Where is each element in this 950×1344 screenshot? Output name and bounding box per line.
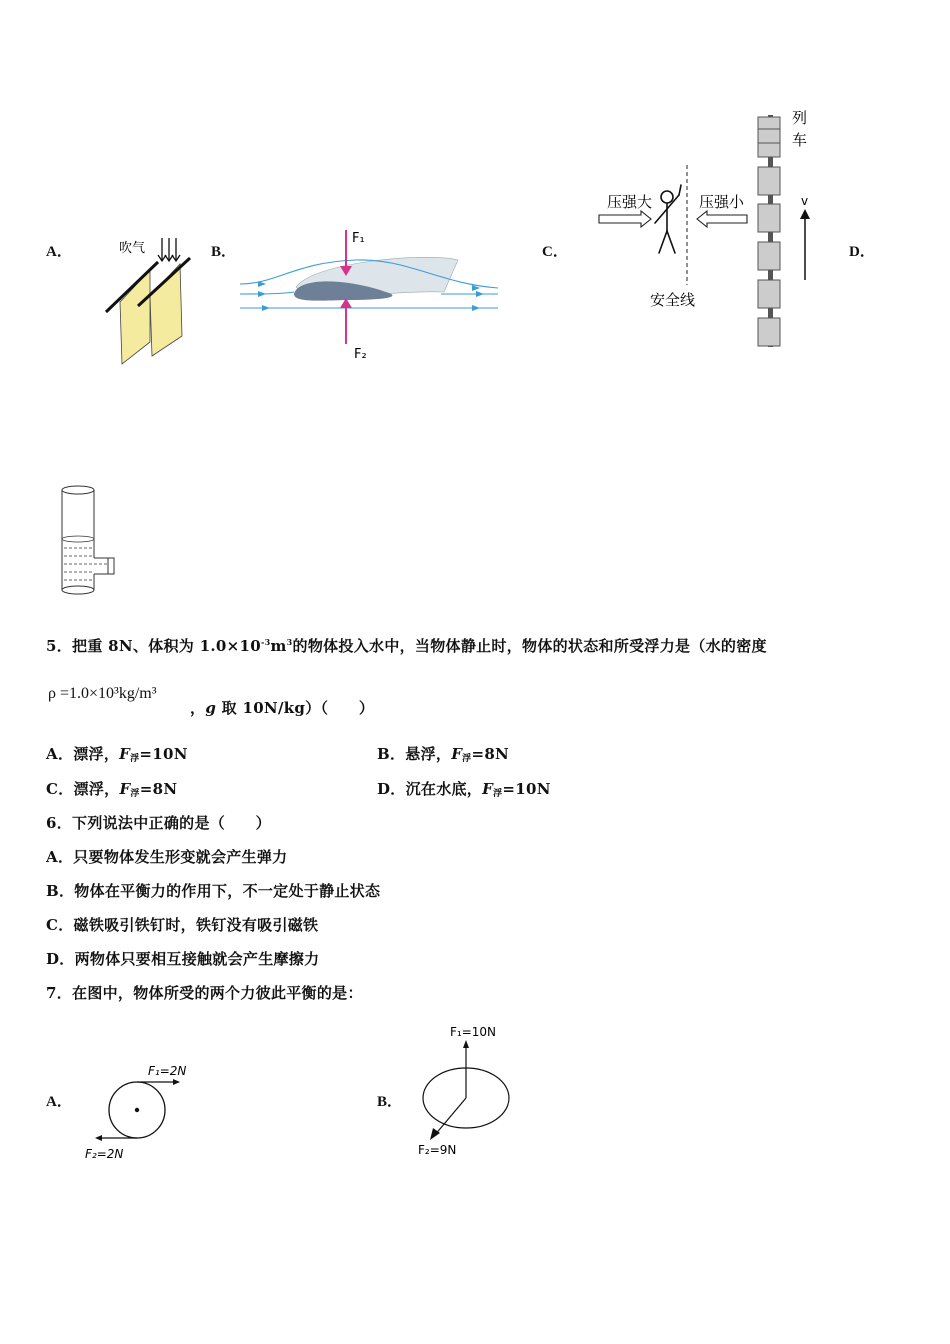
q6-option-c[interactable]: C．磁铁吸引铁钉时，铁钉没有吸引磁铁 [46,916,319,934]
velocity-v-label: v [801,194,809,208]
safety-line-text: 安全线 [650,291,696,309]
q7b-f2-label: F₂=9N [418,1143,457,1157]
person-icon [655,185,681,253]
q6-stem: 6．下列说法中正确的是（ ） [46,814,271,832]
low-pressure-text: 压强小 [699,193,745,211]
q4-option-c-label: C． [542,244,568,260]
q4-option-a-label: A． [46,244,72,260]
pressure-arrows [599,211,747,227]
q5-stem-tail: ，g 取 10N/kg）（ ） [190,699,375,717]
q7a-f1-label: F₁=2N [148,1064,187,1078]
water-lines [64,548,110,580]
blow-arrows-icon [158,238,180,261]
train-icon [758,115,780,347]
q7-option-a-label[interactable]: A． [46,1094,72,1110]
high-pressure-text: 压强大 [607,193,653,211]
q7-stem: 7．在图中，物体所受的两个力彼此平衡的是： [46,984,363,1002]
q4-figure-a-paper [100,230,200,370]
q4-figure-c-train [595,105,825,355]
q4-option-d-label: D． [849,244,875,260]
q7-option-b-label[interactable]: B． [377,1094,403,1110]
q7a-f2-label: F₂=2N [85,1147,124,1161]
q5-option-a[interactable]: A．漂浮，$F_浮=10N$ [46,745,188,764]
q7-figure-a-circle [80,1060,210,1170]
q6-option-b[interactable]: B．物体在平衡力的作用下，不一定处于静止状态 [46,882,381,900]
q5-option-d[interactable]: D．沉在水底，$F_浮=10N$ [377,780,551,799]
velocity-arrow-icon [800,209,810,280]
q4-figure-d-cylinder [52,482,122,602]
force-f1-label: F₁ [352,231,365,246]
q6-option-a[interactable]: A．只要物体发生形变就会产生弹力 [46,848,288,866]
q7b-f1-label: F₁=10N [450,1025,497,1039]
q5-option-b[interactable]: B．悬浮，$F_浮=8N$ [377,745,510,764]
q4-figure-b-wing [236,222,506,367]
force-f2-label: F₂ [354,347,367,362]
train-text: 列车 [792,109,808,149]
q4-option-b-label: B． [211,244,237,260]
q5-density-formula: ρ =1.0×10³kg/m³ [48,685,157,702]
blow-text: 吹气 [119,241,146,256]
paper-sheets [106,258,190,364]
q6-option-d[interactable]: D．两物体只要相互接触就会产生摩擦力 [46,950,320,968]
q5-stem: 5．把重 8N、体积为 $1.0\times 10^{-3}m^3$的物体投入水中，当物体静止时，物体的状态和所受浮力是（水的密度 [46,637,767,655]
q7-figure-b-ellipse [410,1020,530,1165]
q5-option-c[interactable]: C．漂浮，$F_浮=8N$ [46,780,178,799]
